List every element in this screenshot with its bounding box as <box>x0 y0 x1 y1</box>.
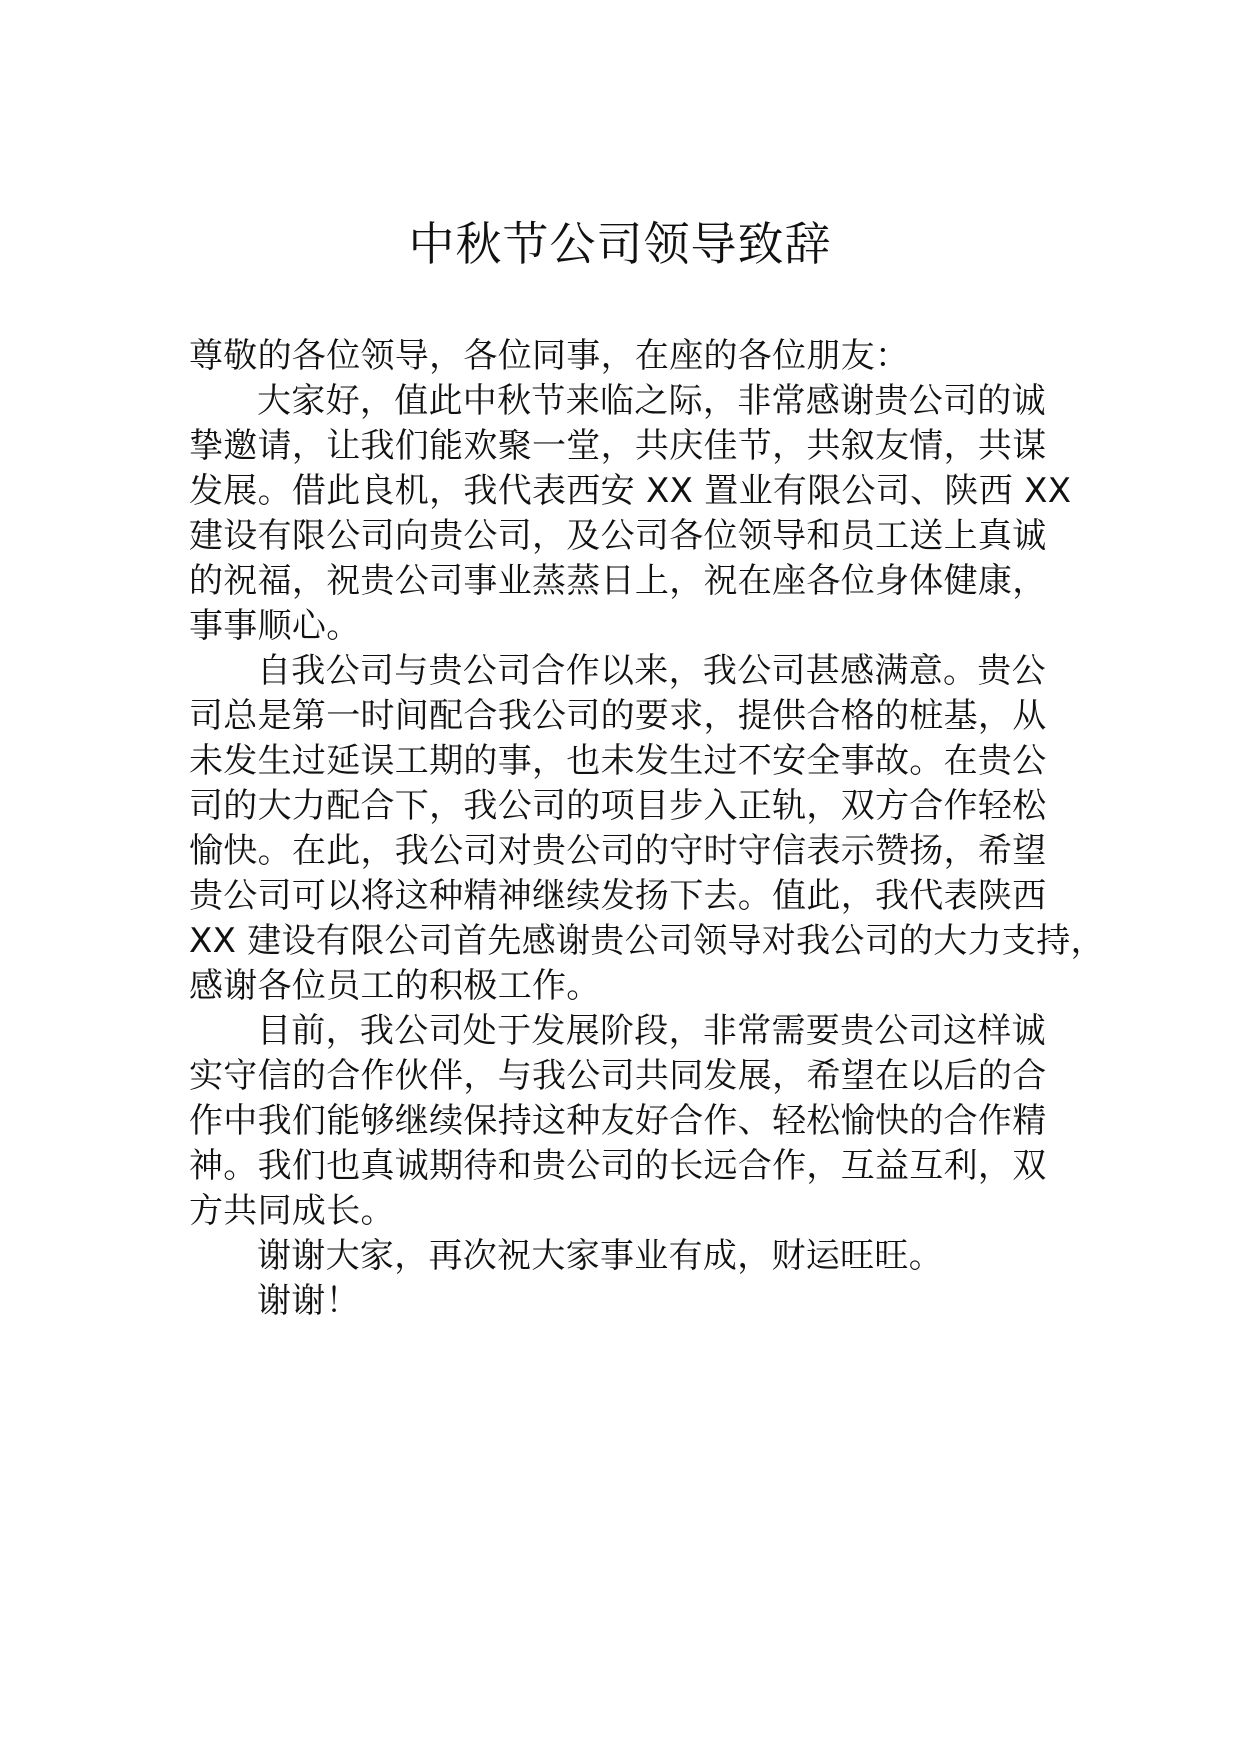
paragraph-line: 愉快。在此，我公司对贵公司的守时守信表示赞扬，希望 <box>189 831 1047 871</box>
paragraph-line: XX 建设有限公司首先感谢贵公司领导对我公司的大力支持， <box>189 921 1105 961</box>
document-body <box>189 334 1105 1324</box>
paragraph-line: 司总是第一时间配合我公司的要求，提供合格的桩基，从 <box>189 696 1047 736</box>
paragraph-line: 事事顺心。 <box>189 606 361 646</box>
paragraph-development <box>189 1009 1089 1234</box>
paragraph-line: 的祝福，祝贵公司事业蒸蒸日上，祝在座各位身体健康， <box>189 561 1047 601</box>
paragraph-line: 大家好，值此中秋节来临之际，非常感谢贵公司的诚 <box>257 381 1046 421</box>
paragraph-greeting <box>189 379 1089 649</box>
paragraph-line: 司的大力配合下，我公司的项目步入正轨，双方合作轻松 <box>189 786 1047 826</box>
paragraph-line: 谢谢！ <box>257 1281 360 1321</box>
paragraph-line: 未发生过延误工期的事，也未发生过不安全事故。在贵公 <box>189 741 1047 781</box>
paragraph-closing <box>189 1279 1089 1324</box>
paragraph-thanks-wishes <box>189 1234 1089 1279</box>
paragraph-line: 目前，我公司处于发展阶段，非常需要贵公司这样诚 <box>257 1011 1046 1051</box>
document-title: 中秋节公司领导致辞 <box>408 217 832 271</box>
paragraph-line: 自我公司与贵公司合作以来，我公司甚感满意。贵公 <box>257 651 1046 691</box>
paragraph-line: 作中我们能够继续保持这种友好合作、轻松愉快的合作精 <box>189 1101 1047 1141</box>
paragraph-line: 实守信的合作伙伴，与我公司共同发展，希望在以后的合 <box>189 1056 1047 1096</box>
paragraph-line: 建设有限公司向贵公司，及公司各位领导和员工送上真诚 <box>189 516 1047 556</box>
paragraph-line: 谢谢大家，再次祝大家事业有成，财运旺旺。 <box>257 1236 943 1276</box>
paragraph-line: 感谢各位员工的积极工作。 <box>189 966 601 1006</box>
paragraph-line: 神。我们也真诚期待和贵公司的长远合作，互益互利，双 <box>189 1146 1047 1186</box>
paragraph-line: 方共同成长。 <box>189 1191 395 1231</box>
paragraph-line: 发展。借此良机，我代表西安 XX 置业有限公司、陕西 XX <box>189 471 1072 511</box>
paragraph-line: 挚邀请，让我们能欢聚一堂，共庆佳节，共叙友情，共谋 <box>189 426 1047 466</box>
paragraph-cooperation <box>189 649 1105 1009</box>
salutation: 尊敬的各位领导，各位同事，在座的各位朋友： <box>189 336 910 376</box>
paragraph-line: 贵公司可以将这种精神继续发扬下去。值此，我代表陕西 <box>189 876 1047 916</box>
